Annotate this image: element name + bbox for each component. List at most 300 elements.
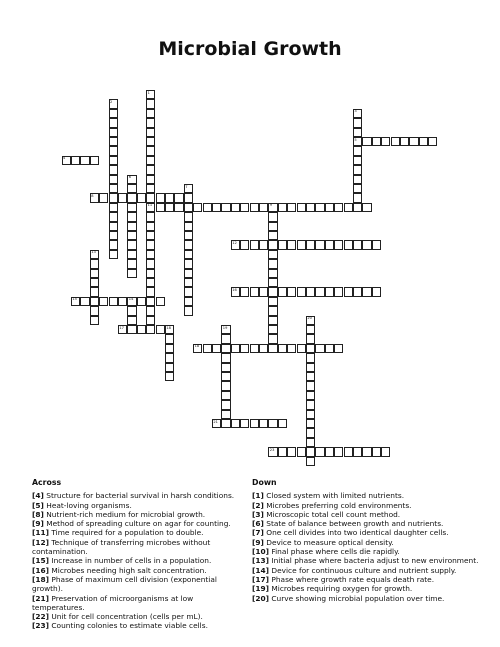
grid-cell[interactable] <box>306 203 315 212</box>
grid-cell[interactable] <box>221 400 230 409</box>
grid-cell[interactable] <box>109 128 118 137</box>
grid-cell[interactable] <box>184 193 193 202</box>
grid-cell[interactable] <box>109 212 118 221</box>
grid-cell[interactable] <box>306 457 315 466</box>
clue-text: Time required for a population to double. <box>49 528 204 538</box>
cell-number: 2 <box>110 99 113 104</box>
grid-cell[interactable] <box>127 175 136 184</box>
grid-cell[interactable] <box>306 400 315 409</box>
clue-text: Increase in number of cells in a population. <box>49 556 212 566</box>
grid-cell[interactable] <box>306 372 315 381</box>
down-clue <box>252 547 480 556</box>
grid-cell[interactable] <box>146 118 155 127</box>
grid-cell[interactable] <box>231 344 240 353</box>
grid-cell[interactable] <box>353 287 362 296</box>
grid-cell[interactable] <box>184 306 193 315</box>
grid-cell[interactable] <box>344 240 353 249</box>
grid-cell[interactable] <box>137 325 146 334</box>
grid-cell[interactable] <box>315 447 324 456</box>
grid-cell[interactable] <box>353 447 362 456</box>
clue-number: [10] <box>252 547 270 557</box>
grid-cell[interactable] <box>127 325 136 334</box>
across-clue <box>32 519 247 528</box>
grid-cell[interactable] <box>287 447 296 456</box>
grid-cell[interactable] <box>90 250 99 259</box>
grid-cell[interactable] <box>362 447 371 456</box>
grid-cell[interactable] <box>174 203 183 212</box>
cell-number: 14 <box>128 297 134 302</box>
grid-cell[interactable] <box>344 203 353 212</box>
clue-number: [17] <box>252 574 270 584</box>
grid-cell[interactable] <box>203 203 212 212</box>
grid-cell[interactable] <box>315 203 324 212</box>
grid-cell[interactable] <box>221 344 230 353</box>
grid-cell[interactable] <box>221 203 230 212</box>
grid-cell[interactable] <box>127 250 136 259</box>
grid-cell[interactable] <box>297 287 306 296</box>
across-clue <box>32 621 247 630</box>
grid-cell[interactable] <box>391 137 400 146</box>
grid-cell[interactable] <box>381 447 390 456</box>
cell-number: 9 <box>269 203 273 208</box>
grid-cell[interactable] <box>146 287 155 296</box>
grid-cell[interactable] <box>231 419 240 428</box>
clue-text: Curve showing microbial population over time. <box>269 593 445 603</box>
grid-cell[interactable] <box>184 278 193 287</box>
grid-cell[interactable] <box>90 193 99 202</box>
grid-cell[interactable] <box>146 325 155 334</box>
across-clue <box>32 491 247 500</box>
grid-cell[interactable] <box>109 193 118 202</box>
grid-cell[interactable] <box>278 287 287 296</box>
grid-cell[interactable] <box>325 203 334 212</box>
clue-text: Microscopic total cell count method. <box>263 509 401 519</box>
grid-cell[interactable] <box>306 240 315 249</box>
grid-cell[interactable] <box>62 156 71 165</box>
grid-cell[interactable] <box>184 212 193 221</box>
clue-text: Microbes needing high salt concentration. <box>49 565 207 575</box>
clue-text: Microbes requiring oxygen for growth. <box>269 584 413 594</box>
grid-cell[interactable] <box>278 240 287 249</box>
grid-cell[interactable] <box>127 222 136 231</box>
grid-cell[interactable] <box>146 175 155 184</box>
grid-cell[interactable] <box>146 297 155 306</box>
grid-cell[interactable] <box>334 447 343 456</box>
grid-cell[interactable] <box>278 447 287 456</box>
grid-cell[interactable] <box>156 203 165 212</box>
grid-cell[interactable] <box>184 297 193 306</box>
grid-cell[interactable] <box>334 344 343 353</box>
grid-cell[interactable] <box>99 193 108 202</box>
grid-cell[interactable] <box>353 165 362 174</box>
grid-cell[interactable] <box>297 240 306 249</box>
cell-number: 23 <box>269 447 275 452</box>
grid-cell[interactable] <box>156 325 165 334</box>
grid-cell[interactable] <box>165 353 174 362</box>
grid-cell[interactable] <box>80 297 89 306</box>
grid-cell[interactable] <box>353 193 362 202</box>
grid-cell[interactable] <box>221 410 230 419</box>
grid-cell[interactable] <box>231 287 240 296</box>
clue-number: [21] <box>32 593 50 603</box>
grid-cell[interactable] <box>372 287 381 296</box>
grid-cell[interactable] <box>250 419 259 428</box>
grid-cell[interactable] <box>165 193 174 202</box>
grid-cell[interactable] <box>268 250 277 259</box>
grid-cell[interactable] <box>315 344 324 353</box>
grid-cell[interactable] <box>184 222 193 231</box>
grid-cell[interactable] <box>146 109 155 118</box>
grid-cell[interactable] <box>250 344 259 353</box>
grid-cell[interactable] <box>146 203 155 212</box>
grid-cell[interactable] <box>109 175 118 184</box>
grid-cell[interactable] <box>278 203 287 212</box>
clue-number: [9] <box>252 537 264 547</box>
grid-cell[interactable] <box>127 193 136 202</box>
grid-cell[interactable] <box>306 438 315 447</box>
grid-cell[interactable] <box>240 344 249 353</box>
grid-cell[interactable] <box>146 165 155 174</box>
grid-cell[interactable] <box>334 203 343 212</box>
grid-cell[interactable] <box>109 99 118 108</box>
grid-cell[interactable] <box>306 353 315 362</box>
grid-cell[interactable] <box>297 447 306 456</box>
grid-cell[interactable] <box>353 137 362 146</box>
cell-number: 17 <box>119 325 124 330</box>
grid-cell[interactable] <box>306 325 315 334</box>
grid-cell[interactable] <box>231 203 240 212</box>
grid-cell[interactable] <box>146 222 155 231</box>
grid-cell[interactable] <box>259 240 268 249</box>
grid-cell[interactable] <box>362 287 371 296</box>
grid-cell[interactable] <box>221 391 230 400</box>
grid-cell[interactable] <box>221 381 230 390</box>
across-clue <box>32 501 247 510</box>
grid-cell[interactable] <box>127 297 136 306</box>
grid-cell[interactable] <box>297 203 306 212</box>
grid-cell[interactable] <box>306 316 315 325</box>
grid-cell[interactable] <box>268 344 277 353</box>
cell-number: 5 <box>354 137 357 142</box>
grid-cell[interactable] <box>165 372 174 381</box>
grid-cell[interactable] <box>109 222 118 231</box>
grid-cell[interactable] <box>240 419 249 428</box>
grid-cell[interactable] <box>372 447 381 456</box>
grid-cell[interactable] <box>165 344 174 353</box>
grid-cell[interactable] <box>174 193 183 202</box>
grid-cell[interactable] <box>250 203 259 212</box>
grid-cell[interactable] <box>334 287 343 296</box>
grid-cell[interactable] <box>146 137 155 146</box>
grid-cell[interactable] <box>268 447 277 456</box>
grid-cell[interactable] <box>146 212 155 221</box>
grid-cell[interactable] <box>127 184 136 193</box>
grid-cell[interactable] <box>127 203 136 212</box>
grid-cell[interactable] <box>268 240 277 249</box>
grid-cell[interactable] <box>268 222 277 231</box>
grid-cell[interactable] <box>240 287 249 296</box>
grid-cell[interactable] <box>353 146 362 155</box>
grid-cell[interactable] <box>165 325 174 334</box>
cell-number: 18 <box>166 325 171 330</box>
grid-cell[interactable] <box>287 203 296 212</box>
grid-cell[interactable] <box>165 334 174 343</box>
grid-cell[interactable] <box>203 344 212 353</box>
grid-cell[interactable] <box>268 259 277 268</box>
grid-cell[interactable] <box>306 287 315 296</box>
grid-cell[interactable] <box>127 269 136 278</box>
grid-cell[interactable] <box>287 344 296 353</box>
grid-cell[interactable] <box>268 316 277 325</box>
clue-number: [8] <box>32 509 44 519</box>
grid-cell[interactable] <box>268 203 277 212</box>
grid-cell[interactable] <box>231 240 240 249</box>
grid-cell[interactable] <box>80 156 89 165</box>
grid-cell[interactable] <box>146 99 155 108</box>
grid-cell[interactable] <box>118 193 127 202</box>
grid-cell[interactable] <box>306 447 315 456</box>
clue-text: Initial phase where bacteria adjust to new environment. <box>269 556 479 566</box>
grid-cell[interactable] <box>71 156 80 165</box>
grid-cell[interactable] <box>146 250 155 259</box>
grid-cell[interactable] <box>400 137 409 146</box>
grid-cell[interactable] <box>156 193 165 202</box>
grid-cell[interactable] <box>184 240 193 249</box>
grid-cell[interactable] <box>184 269 193 278</box>
grid-cell[interactable] <box>109 184 118 193</box>
grid-cell[interactable] <box>278 419 287 428</box>
down-clue-list <box>252 491 480 603</box>
down-clue <box>252 584 480 593</box>
down-clue <box>252 491 480 500</box>
grid-cell[interactable] <box>325 287 334 296</box>
grid-cell[interactable] <box>287 240 296 249</box>
grid-cell[interactable] <box>268 278 277 287</box>
grid-cell[interactable] <box>146 306 155 315</box>
cell-number: 16 <box>232 287 237 292</box>
grid-cell[interactable] <box>250 287 259 296</box>
grid-cell[interactable] <box>268 325 277 334</box>
down-clue <box>252 510 480 519</box>
grid-cell[interactable] <box>259 344 268 353</box>
grid-cell[interactable] <box>221 353 230 362</box>
grid-cell[interactable] <box>240 240 249 249</box>
grid-cell[interactable] <box>372 240 381 249</box>
grid-cell[interactable] <box>287 287 296 296</box>
grid-cell[interactable] <box>212 419 221 428</box>
grid-cell[interactable] <box>90 156 99 165</box>
grid-cell[interactable] <box>127 306 136 315</box>
grid-cell[interactable] <box>362 137 371 146</box>
grid-cell[interactable] <box>193 203 202 212</box>
grid-cell[interactable] <box>306 363 315 372</box>
across-clue <box>32 538 247 557</box>
grid-cell[interactable] <box>146 193 155 202</box>
grid-cell[interactable] <box>268 231 277 240</box>
clue-number: [7] <box>252 528 264 538</box>
grid-cell[interactable] <box>146 240 155 249</box>
grid-cell[interactable] <box>90 259 99 268</box>
grid-cell[interactable] <box>353 175 362 184</box>
grid-cell[interactable] <box>306 334 315 343</box>
grid-cell[interactable] <box>137 297 146 306</box>
grid-cell[interactable] <box>99 297 108 306</box>
grid-cell[interactable] <box>90 269 99 278</box>
grid-cell[interactable] <box>212 203 221 212</box>
grid-cell[interactable] <box>137 193 146 202</box>
grid-cell[interactable] <box>118 325 127 334</box>
grid-cell[interactable] <box>212 344 221 353</box>
grid-cell[interactable] <box>353 240 362 249</box>
grid-cell[interactable] <box>240 203 249 212</box>
grid-cell[interactable] <box>268 419 277 428</box>
grid-cell[interactable] <box>71 297 80 306</box>
grid-cell[interactable] <box>127 231 136 240</box>
grid-cell[interactable] <box>146 128 155 137</box>
grid-cell[interactable] <box>90 278 99 287</box>
grid-cell[interactable] <box>90 316 99 325</box>
grid-cell[interactable] <box>221 372 230 381</box>
grid-cell[interactable] <box>184 259 193 268</box>
grid-cell[interactable] <box>315 287 324 296</box>
grid-cell[interactable] <box>325 240 334 249</box>
grid-cell[interactable] <box>268 212 277 221</box>
clue-text: Final phase where cells die rapidly. <box>269 547 400 557</box>
grid-cell[interactable] <box>297 344 306 353</box>
grid-cell[interactable] <box>306 391 315 400</box>
clue-number: [4] <box>32 491 44 501</box>
clue-number: [22] <box>32 612 50 622</box>
grid-cell[interactable] <box>184 184 193 193</box>
grid-cell[interactable] <box>90 287 99 296</box>
grid-cell[interactable] <box>344 447 353 456</box>
grid-cell[interactable] <box>127 259 136 268</box>
grid-cell[interactable] <box>268 334 277 343</box>
grid-cell[interactable] <box>268 269 277 278</box>
clue-number: [3] <box>252 509 264 519</box>
clue-number: [15] <box>32 556 50 566</box>
grid-cell[interactable] <box>146 259 155 268</box>
grid-cell[interactable] <box>109 250 118 259</box>
grid-cell[interactable] <box>344 287 353 296</box>
grid-cell[interactable] <box>109 109 118 118</box>
grid-cell[interactable] <box>118 297 127 306</box>
grid-cell[interactable] <box>268 297 277 306</box>
grid-cell[interactable] <box>221 363 230 372</box>
grid-cell[interactable] <box>156 297 165 306</box>
grid-cell[interactable] <box>184 203 193 212</box>
grid-cell[interactable] <box>325 344 334 353</box>
clue-number: [19] <box>252 584 270 594</box>
grid-cell[interactable] <box>146 156 155 165</box>
grid-cell[interactable] <box>146 278 155 287</box>
grid-cell[interactable] <box>146 316 155 325</box>
page-title: Microbial Growth <box>158 38 342 60</box>
grid-cell[interactable] <box>109 146 118 155</box>
clue-number: [16] <box>32 565 50 575</box>
cell-number: 15 <box>72 297 77 302</box>
clue-text: Structure for bacterial survival in harsh conditions. <box>43 491 235 501</box>
grid-cell[interactable] <box>184 287 193 296</box>
grid-cell[interactable] <box>353 128 362 137</box>
grid-cell[interactable] <box>193 344 202 353</box>
grid-cell[interactable] <box>353 156 362 165</box>
grid-cell[interactable] <box>353 109 362 118</box>
grid-cell[interactable] <box>372 137 381 146</box>
clue-number: [23] <box>32 621 50 631</box>
grid-cell[interactable] <box>306 419 315 428</box>
grid-cell[interactable] <box>109 137 118 146</box>
grid-cell[interactable] <box>146 231 155 240</box>
grid-cell[interactable] <box>146 184 155 193</box>
grid-cell[interactable] <box>127 212 136 221</box>
grid-cell[interactable] <box>250 240 259 249</box>
cell-number: 12 <box>232 240 237 245</box>
grid-cell[interactable] <box>353 203 362 212</box>
grid-cell[interactable] <box>428 137 437 146</box>
grid-cell[interactable] <box>259 419 268 428</box>
grid-cell[interactable] <box>259 203 268 212</box>
grid-cell[interactable] <box>90 297 99 306</box>
cell-number: 18 <box>194 344 200 349</box>
grid-cell[interactable] <box>165 363 174 372</box>
grid-cell[interactable] <box>268 287 277 296</box>
grid-cell[interactable] <box>381 137 390 146</box>
grid-cell[interactable] <box>109 297 118 306</box>
cell-number: 20 <box>307 316 312 321</box>
grid-cell[interactable] <box>334 240 343 249</box>
grid-cell[interactable] <box>109 203 118 212</box>
grid-cell[interactable] <box>419 137 428 146</box>
grid-cell[interactable] <box>362 240 371 249</box>
grid-cell[interactable] <box>409 137 418 146</box>
grid-cell[interactable] <box>325 447 334 456</box>
grid-cell[interactable] <box>146 146 155 155</box>
grid-cell[interactable] <box>362 203 371 212</box>
grid-cell[interactable] <box>184 250 193 259</box>
grid-cell[interactable] <box>127 240 136 249</box>
grid-cell[interactable] <box>109 165 118 174</box>
cell-number: 4 <box>63 156 66 161</box>
grid-cell[interactable] <box>184 231 193 240</box>
grid-cell[interactable] <box>221 325 230 334</box>
grid-cell[interactable] <box>109 118 118 127</box>
grid-cell[interactable] <box>221 334 230 343</box>
grid-cell[interactable] <box>109 240 118 249</box>
grid-cell[interactable] <box>109 231 118 240</box>
grid-cell[interactable] <box>221 419 230 428</box>
across-clue <box>32 556 247 565</box>
grid-cell[interactable] <box>315 240 324 249</box>
grid-cell[interactable] <box>259 287 268 296</box>
grid-cell[interactable] <box>268 306 277 315</box>
grid-cell[interactable] <box>90 306 99 315</box>
grid-cell[interactable] <box>306 428 315 437</box>
grid-cell[interactable] <box>306 410 315 419</box>
across-clues <box>32 478 247 631</box>
grid-cell[interactable] <box>353 184 362 193</box>
grid-cell[interactable] <box>165 203 174 212</box>
grid-cell[interactable] <box>146 269 155 278</box>
grid-cell[interactable] <box>127 316 136 325</box>
across-clue <box>32 566 247 575</box>
grid-cell[interactable] <box>306 344 315 353</box>
grid-cell[interactable] <box>278 344 287 353</box>
grid-cell[interactable] <box>146 90 155 99</box>
grid-cell[interactable] <box>353 118 362 127</box>
grid-cell[interactable] <box>109 156 118 165</box>
grid-cell[interactable] <box>306 381 315 390</box>
